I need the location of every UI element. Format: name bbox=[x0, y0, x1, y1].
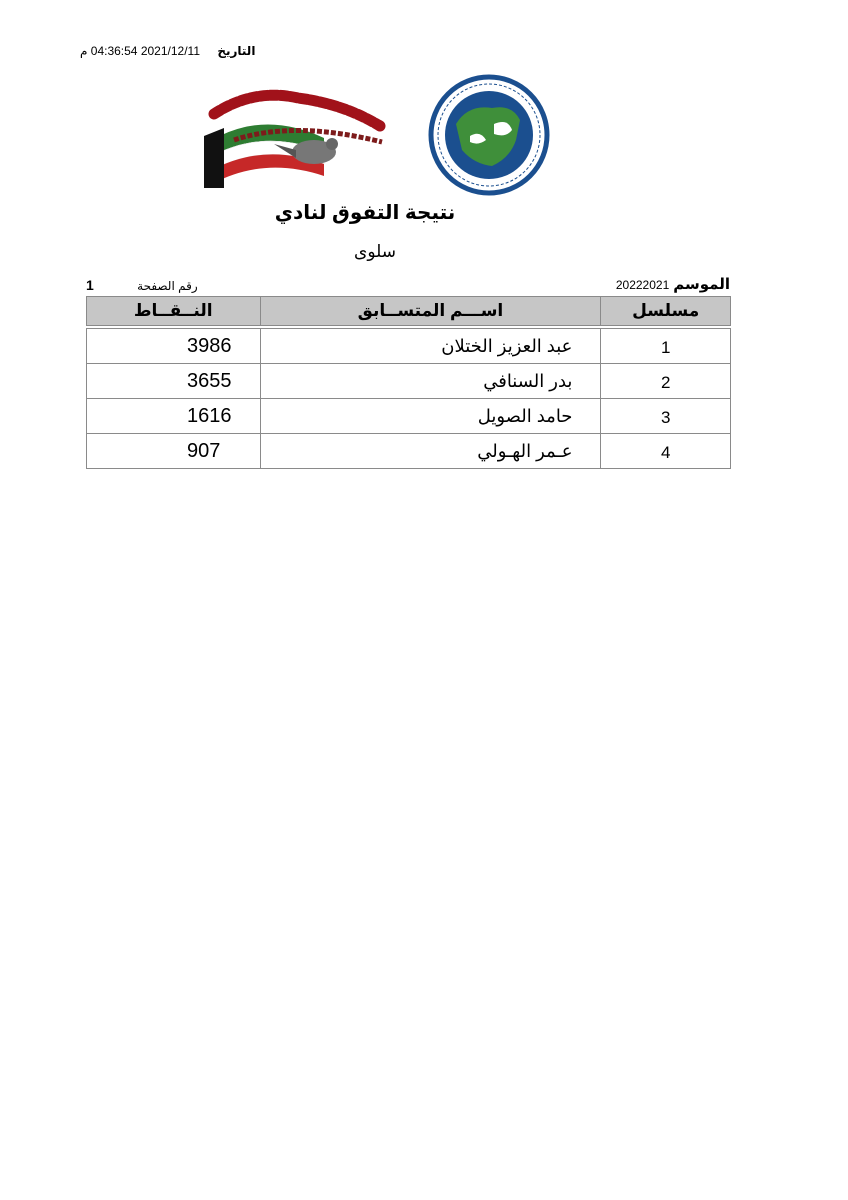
header-points: النــقــاط bbox=[87, 297, 261, 326]
header-serial: مسلسل bbox=[601, 297, 731, 326]
row-points: 3986 bbox=[87, 329, 261, 364]
print-date-label: التاريخ bbox=[217, 44, 256, 58]
row-name: حامد الصويل bbox=[260, 399, 601, 434]
row-points: 1616 bbox=[87, 399, 261, 434]
table-row bbox=[87, 399, 731, 434]
season-value: 20222021 bbox=[615, 278, 670, 292]
row-serial: 1 bbox=[601, 329, 731, 364]
row-serial: 3 bbox=[601, 399, 731, 434]
row-name: عبد العزيز الختلان bbox=[260, 329, 601, 364]
club-name: سلوى bbox=[354, 242, 396, 261]
page-number bbox=[86, 277, 198, 293]
print-date bbox=[80, 44, 255, 58]
print-date-value: 2021/12/11 04:36:54 م bbox=[80, 44, 200, 58]
header-name: اســـم المتســابق bbox=[260, 297, 601, 326]
page-number-label: رقم الصفحة bbox=[137, 279, 198, 293]
row-name: عـمر الهـولي bbox=[260, 434, 601, 469]
table-row bbox=[87, 364, 731, 399]
season bbox=[540, 275, 730, 293]
season-label: الموسم bbox=[673, 276, 730, 293]
page-number-value: 1 bbox=[86, 277, 94, 293]
row-points: 907 bbox=[87, 434, 261, 469]
federation-logo bbox=[428, 74, 550, 196]
row-serial: 4 bbox=[601, 434, 731, 469]
row-points: 3655 bbox=[87, 364, 261, 399]
report-title: نتيجة التفوق لنادي bbox=[274, 202, 456, 224]
table-header-row bbox=[87, 297, 731, 326]
club-logo bbox=[204, 80, 392, 188]
row-serial: 2 bbox=[601, 364, 731, 399]
table-row bbox=[87, 434, 731, 469]
row-name: بدر السنافي bbox=[260, 364, 601, 399]
results-table bbox=[86, 296, 731, 469]
table-row bbox=[87, 329, 731, 364]
